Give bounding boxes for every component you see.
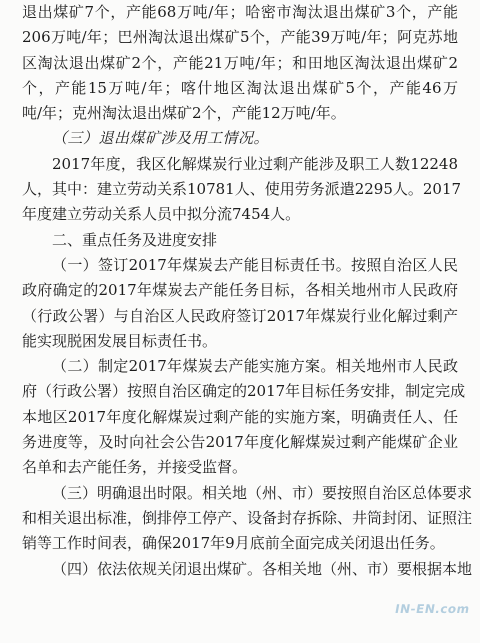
text-line: 能实现脱困发展目标责任书。 bbox=[22, 331, 218, 350]
text-line: 名单和去产能任务，并接受监督。 bbox=[22, 458, 248, 477]
text-line: （一）签订2017年煤炭去产能目标责任书。按照自治区人民 bbox=[52, 255, 458, 274]
text-line: 和相关退出标准，倒排停工停产、设备封存拆除、井筒封闭、证照注 bbox=[22, 508, 473, 527]
text-line: 本地区2017年度化解煤炭过剩产能的实施方案，明确责任人、任 bbox=[22, 407, 458, 426]
text-line: （行政公署）与自治区人民政府签订2017年煤炭行业化解过剩产 bbox=[22, 306, 458, 325]
text-line: 吨/年；克州淘汰退出煤矿2个，产能12万吨/年。 bbox=[22, 104, 346, 123]
watermark-text: IN-EN.com bbox=[394, 602, 472, 616]
section-heading: （三）退出煤矿涉及用工情况。 bbox=[52, 129, 270, 148]
text-line: 政府确定的2017年煤炭去产能任务目标，各相关地州市人民政府 bbox=[22, 281, 458, 300]
text-line: 区淘汰退出煤矿2个，产能21万吨/年；和田地区淘汰退出煤矿2 bbox=[22, 53, 458, 72]
text-line: 2017年度，我区化解煤炭行业过剩产能涉及职工人数12248 bbox=[52, 154, 458, 173]
text-line: 年度建立劳动关系人员中拟分流7454人。 bbox=[22, 205, 301, 224]
section-heading: 二、重点任务及进度安排 bbox=[52, 230, 218, 249]
text-line: （三）明确退出时限。相关地（州、市）要按照自治区总体要求 bbox=[52, 483, 473, 502]
text-line: 人，其中：建立劳动关系10781人、使用劳务派遣2295人。2017 bbox=[22, 180, 462, 199]
text-line: 206万吨/年；巴州淘汰退出煤矿5个，产能39万吨/年；阿克苏地 bbox=[22, 28, 458, 47]
text-line: 销等工作时间表，确保2017年9月底前全面完成关闭退出任务。 bbox=[22, 534, 445, 553]
text-line: 个，产能15万吨/年；喀什地区淘汰退出煤矿5个，产能46万 bbox=[22, 78, 458, 97]
text-line: （四）依法依规关闭退出煤矿。各相关地（州、市）要根据本地 bbox=[52, 559, 473, 578]
text-line: （二）制定2017年煤炭去产能实施方案。相关地州市人民政 bbox=[52, 357, 458, 376]
watermark-logo bbox=[378, 597, 470, 623]
text-line: 退出煤矿7个，产能68万吨/年；哈密市淘汰退出煤矿3个，产能 bbox=[22, 3, 458, 21]
text-line: 府（行政公署）按照自治区确定的2017年目标任务安排，制定完成 bbox=[22, 382, 466, 401]
text-line: 务进度等，及时向社会公告2017年度化解煤炭过剩产能煤矿企业 bbox=[22, 433, 458, 452]
